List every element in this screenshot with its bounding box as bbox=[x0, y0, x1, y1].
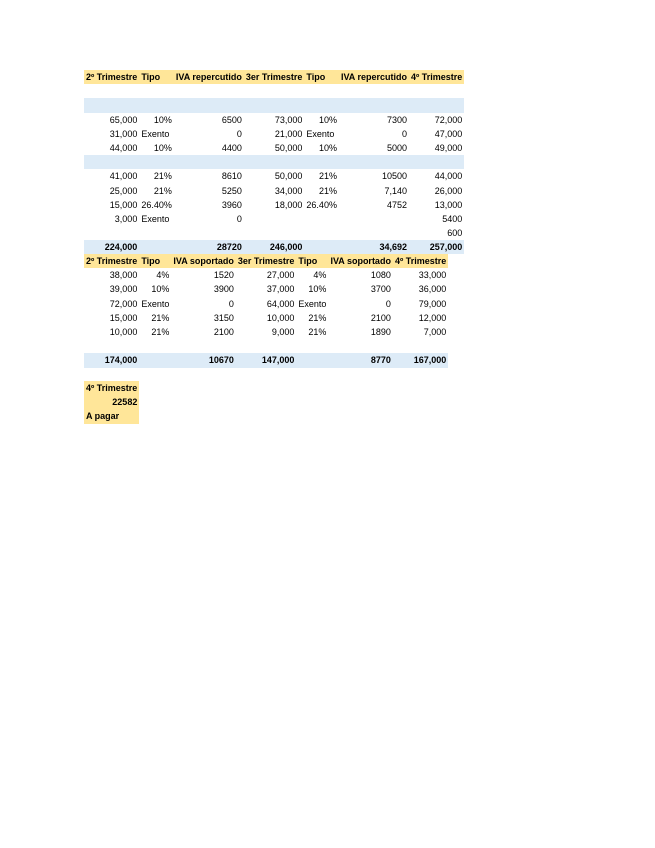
table-cell: Exento bbox=[306, 128, 335, 139]
table-cell: 79,000 bbox=[418, 298, 447, 309]
table-cell: 10% bbox=[151, 284, 170, 295]
header-cell: 4º Trimestre bbox=[393, 254, 448, 268]
table-cell: Exento bbox=[298, 298, 327, 309]
table-row bbox=[84, 325, 448, 339]
table-row bbox=[84, 141, 464, 155]
table-cell: 7,000 bbox=[423, 327, 447, 338]
total-cell: 174,000 bbox=[84, 353, 139, 367]
table-cell: 21% bbox=[318, 185, 337, 196]
header-cell: IVA repercutido bbox=[174, 70, 244, 84]
table-cell: 31,000 bbox=[109, 128, 138, 139]
header-cell: IVA soportado bbox=[171, 254, 236, 268]
table-cell: 3960 bbox=[221, 199, 242, 210]
header-cell: Tipo bbox=[304, 70, 339, 84]
table-cell: 26,000 bbox=[434, 185, 463, 196]
total-cell: 167,000 bbox=[393, 353, 448, 367]
table-cell: 4752 bbox=[386, 199, 407, 210]
table-cell: 10% bbox=[318, 114, 337, 125]
header-cell: Tipo bbox=[296, 254, 328, 268]
table-row bbox=[84, 127, 464, 141]
table-cell: 33,000 bbox=[418, 270, 447, 281]
summary-value: 22582 bbox=[84, 395, 139, 409]
table-cell: 5400 bbox=[442, 213, 463, 224]
header-cell: 3er Trimestre bbox=[236, 254, 297, 268]
total-cell: 257,000 bbox=[409, 240, 464, 254]
table-cell: 10% bbox=[308, 284, 327, 295]
table-cell: 10500 bbox=[381, 171, 407, 182]
table-cell: 1890 bbox=[370, 327, 391, 338]
header-row bbox=[84, 254, 448, 268]
table-cell: 21,000 bbox=[274, 128, 303, 139]
table-cell: 44,000 bbox=[109, 143, 138, 154]
table-cell: 26.40% bbox=[141, 199, 172, 210]
iva-soportado-table bbox=[84, 254, 448, 368]
total-cell: 34,692 bbox=[339, 240, 409, 254]
total-cell bbox=[296, 353, 328, 367]
table-cell bbox=[339, 226, 409, 240]
table-cell: 8610 bbox=[221, 171, 242, 182]
table-cell: 4400 bbox=[221, 143, 242, 154]
table-row bbox=[84, 212, 464, 226]
table-cell bbox=[174, 226, 244, 240]
iva-repercutido-table bbox=[84, 70, 464, 254]
table-cell: 3700 bbox=[370, 284, 391, 295]
table-cell: 1520 bbox=[213, 270, 234, 281]
table-cell: 21% bbox=[153, 171, 172, 182]
table-row bbox=[84, 184, 464, 198]
table-cell: 50,000 bbox=[274, 143, 303, 154]
table-cell: 38,000 bbox=[109, 270, 138, 281]
table-cell bbox=[244, 212, 305, 226]
table-cell: Exento bbox=[141, 213, 170, 224]
table-cell: 10% bbox=[153, 143, 172, 154]
table-cell: 2100 bbox=[370, 312, 391, 323]
table-cell bbox=[304, 226, 339, 240]
header-cell: 3er Trimestre bbox=[244, 70, 305, 84]
table-cell: 2100 bbox=[213, 327, 234, 338]
header-cell: Tipo bbox=[139, 70, 174, 84]
table-cell: 21% bbox=[318, 171, 337, 182]
table-cell: 49,000 bbox=[434, 143, 463, 154]
table-cell: 0 bbox=[401, 128, 407, 139]
table-row bbox=[84, 226, 464, 240]
table-cell: 44,000 bbox=[434, 171, 463, 182]
spacer-row bbox=[84, 339, 448, 353]
table-cell: 10,000 bbox=[109, 327, 138, 338]
table-cell: 5250 bbox=[221, 185, 242, 196]
table-cell: 5000 bbox=[386, 143, 407, 154]
table-cell: 41,000 bbox=[109, 171, 138, 182]
header-cell: IVA repercutido bbox=[339, 70, 409, 84]
band-row bbox=[84, 98, 464, 112]
total-cell: 246,000 bbox=[244, 240, 305, 254]
table-cell: 15,000 bbox=[109, 312, 138, 323]
table-row bbox=[84, 282, 448, 296]
table-cell: 21% bbox=[308, 327, 327, 338]
table-cell: 21% bbox=[151, 327, 170, 338]
table-cell: 27,000 bbox=[266, 270, 295, 281]
table-cell: 7300 bbox=[386, 114, 407, 125]
table-cell: 6500 bbox=[221, 114, 242, 125]
table-cell: 3,000 bbox=[114, 213, 138, 224]
summary-value-row bbox=[84, 395, 139, 409]
table-cell bbox=[244, 226, 305, 240]
table-cell: 0 bbox=[385, 298, 391, 309]
header-cell: IVA soportado bbox=[328, 254, 393, 268]
summary-title-row bbox=[84, 381, 139, 395]
header-cell: 2º Trimestre bbox=[84, 254, 139, 268]
table-cell: 37,000 bbox=[266, 284, 295, 295]
table-cell: 72,000 bbox=[434, 114, 463, 125]
header-cell: 4º Trimestre bbox=[409, 70, 464, 84]
table-cell: 4% bbox=[156, 270, 170, 281]
table-cell: 21% bbox=[151, 312, 170, 323]
header-row bbox=[84, 70, 464, 84]
table-cell: 64,000 bbox=[266, 298, 295, 309]
table-cell: 26.40% bbox=[306, 199, 337, 210]
table-cell: 25,000 bbox=[109, 185, 138, 196]
table-cell: 65,000 bbox=[109, 114, 138, 125]
table-cell: 36,000 bbox=[418, 284, 447, 295]
table-cell: 0 bbox=[236, 213, 242, 224]
summary-label-row bbox=[84, 409, 139, 423]
total-cell bbox=[304, 240, 339, 254]
table-cell: 72,000 bbox=[109, 298, 138, 309]
table-row bbox=[84, 268, 448, 282]
table-cell: 9,000 bbox=[271, 327, 295, 338]
table-cell: 18,000 bbox=[274, 199, 303, 210]
table-cell bbox=[304, 212, 339, 226]
total-cell: 10670 bbox=[171, 353, 236, 367]
table-cell: 12,000 bbox=[418, 312, 447, 323]
table-cell: 7,140 bbox=[384, 185, 407, 196]
table-cell: 600 bbox=[447, 228, 463, 239]
table-cell bbox=[84, 226, 139, 240]
table-cell: 73,000 bbox=[274, 114, 303, 125]
total-cell bbox=[139, 353, 171, 367]
total-row bbox=[84, 353, 448, 367]
table-cell: 15,000 bbox=[109, 199, 138, 210]
total-cell: 147,000 bbox=[236, 353, 297, 367]
table-row bbox=[84, 113, 464, 127]
table-cell: 50,000 bbox=[274, 171, 303, 182]
table-cell: 39,000 bbox=[109, 284, 138, 295]
table-cell: 0 bbox=[228, 298, 234, 309]
table-cell: 4% bbox=[313, 270, 327, 281]
table-row bbox=[84, 297, 448, 311]
table-cell: 3900 bbox=[213, 284, 234, 295]
header-cell: 2º Trimestre bbox=[84, 70, 139, 84]
table-cell: 10,000 bbox=[266, 312, 295, 323]
table-row bbox=[84, 198, 464, 212]
total-cell bbox=[139, 240, 174, 254]
table-cell: 13,000 bbox=[434, 199, 463, 210]
table-cell bbox=[139, 226, 174, 240]
table-row bbox=[84, 169, 464, 183]
table-cell: 1080 bbox=[370, 270, 391, 281]
total-cell: 224,000 bbox=[84, 240, 139, 254]
table-cell: 21% bbox=[308, 312, 327, 323]
table-cell: 10% bbox=[318, 143, 337, 154]
summary-label: A pagar bbox=[84, 409, 139, 423]
table-cell: Exento bbox=[141, 298, 170, 309]
table-cell bbox=[339, 212, 409, 226]
total-cell: 8770 bbox=[328, 353, 393, 367]
table-cell: 3150 bbox=[213, 312, 234, 323]
table-cell: 21% bbox=[153, 185, 172, 196]
total-row bbox=[84, 240, 464, 254]
summary-title: 4º Trimestre bbox=[84, 381, 139, 395]
table-cell: 34,000 bbox=[274, 185, 303, 196]
band-row bbox=[84, 155, 464, 169]
summary-table bbox=[84, 381, 139, 424]
spacer-row bbox=[84, 84, 464, 98]
total-cell: 28720 bbox=[174, 240, 244, 254]
table-cell: 10% bbox=[153, 114, 172, 125]
table-cell: 47,000 bbox=[434, 128, 463, 139]
table-cell: 0 bbox=[236, 128, 242, 139]
header-cell: Tipo bbox=[139, 254, 171, 268]
table-row bbox=[84, 311, 448, 325]
table-cell: Exento bbox=[141, 128, 170, 139]
